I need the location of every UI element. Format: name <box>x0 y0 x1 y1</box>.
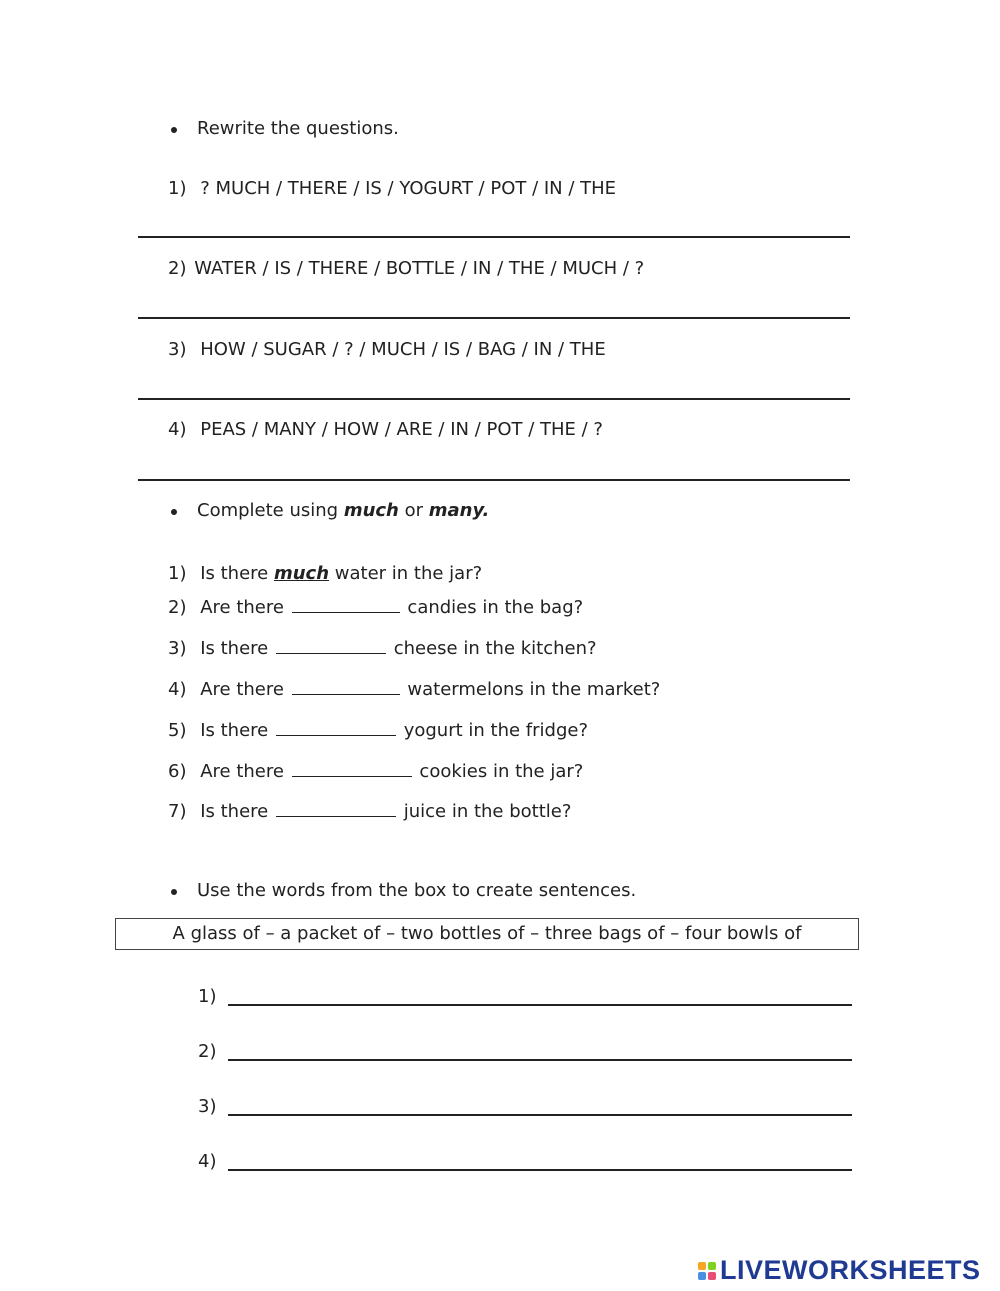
s2-item-2 <box>168 594 583 618</box>
s2-item-num: 4) <box>168 679 187 700</box>
s2-item-pre: Are there <box>200 761 284 782</box>
s1-q2 <box>168 258 644 279</box>
s1-q1-text: ? MUCH / THERE / IS / YOGURT / POT / IN / THE <box>200 178 617 199</box>
s2-item-4 <box>168 676 660 700</box>
s2-ex-answer: much <box>273 563 330 584</box>
s2-item-post: watermelons in the market? <box>407 679 661 700</box>
section3-instruction: Use the words from the box to create sentences. <box>197 880 637 901</box>
s2-item-5 <box>168 717 588 741</box>
s2-item-num: 5) <box>168 720 187 741</box>
s3-item-num: 3) <box>198 1096 217 1117</box>
s2-example <box>168 563 482 584</box>
s2-item-pre: Is there <box>200 638 269 659</box>
s2-item-6 <box>168 758 583 782</box>
s2-word-many: many. <box>428 500 490 521</box>
s2-item-pre: Is there <box>200 801 269 822</box>
blank-input[interactable] <box>276 798 396 817</box>
s2-item-num: 3) <box>168 638 187 659</box>
s3-answer-line-3[interactable] <box>228 1114 852 1116</box>
s2-item-7 <box>168 798 571 822</box>
s2-ex-post: water in the jar? <box>334 563 483 584</box>
bullet-icon <box>171 127 177 133</box>
s1-q4-num: 4) <box>168 419 187 440</box>
blank-input[interactable] <box>292 594 400 613</box>
s2-item-pre: Is there <box>200 720 269 741</box>
s2-word-much: much <box>343 500 399 521</box>
logo-square-icon <box>698 1262 706 1270</box>
s1-q4 <box>168 419 603 440</box>
s2-item-post: yogurt in the fridge? <box>403 720 589 741</box>
s2-item-pre: Are there <box>200 597 284 618</box>
answer-line-1[interactable] <box>138 236 850 238</box>
s1-q3-text: HOW / SUGAR / ? / MUCH / IS / BAG / IN / THE <box>200 339 606 360</box>
blank-input[interactable] <box>276 717 396 736</box>
s2-item-post: cookies in the jar? <box>419 761 584 782</box>
answer-line-2[interactable] <box>138 317 850 319</box>
s1-q3-num: 3) <box>168 339 187 360</box>
s3-answer-line-2[interactable] <box>228 1059 852 1061</box>
section2-instruction <box>197 500 489 521</box>
s2-item-3 <box>168 635 597 659</box>
s3-item-num: 4) <box>198 1151 217 1172</box>
s2-item-pre: Are there <box>200 679 284 700</box>
s2-item-num: 6) <box>168 761 187 782</box>
s2-item-post: candies in the bag? <box>407 597 584 618</box>
logo-square-icon <box>698 1272 706 1280</box>
answer-line-4[interactable] <box>138 479 850 481</box>
s2-ex-pre: Is there <box>200 563 269 584</box>
blank-input[interactable] <box>292 758 412 777</box>
s3-answer-line-1[interactable] <box>228 1004 852 1006</box>
s2-instr-mid: or <box>398 500 429 521</box>
s1-q4-text: PEAS / MANY / HOW / ARE / IN / POT / THE / ? <box>200 419 603 440</box>
bullet-icon <box>171 509 177 515</box>
logo-mark-icon <box>698 1262 716 1280</box>
s2-item-num: 7) <box>168 801 187 822</box>
s1-q3 <box>168 339 606 360</box>
s3-item-num: 1) <box>198 986 217 1007</box>
word-box: A glass of – a packet of – two bottles of – three bags of – four bowls of <box>115 918 859 950</box>
liveworksheets-logo <box>698 1255 981 1286</box>
section1-instruction: Rewrite the questions. <box>197 118 399 139</box>
answer-line-3[interactable] <box>138 398 850 400</box>
logo-square-icon <box>708 1262 716 1270</box>
s1-q2-text: WATER / IS / THERE / BOTTLE / IN / THE / MUCH / ? <box>194 258 645 279</box>
s2-ex-num: 1) <box>168 563 187 584</box>
logo-square-icon <box>708 1272 716 1280</box>
s3-answer-line-4[interactable] <box>228 1169 852 1171</box>
s2-instr-pre: Complete using <box>197 500 344 521</box>
s3-item-num: 2) <box>198 1041 217 1062</box>
logo-text: LIVEWORKSHEETS <box>720 1255 981 1285</box>
s1-q1-num: 1) <box>168 178 187 199</box>
s1-q1 <box>168 178 616 199</box>
s2-item-post: cheese in the kitchen? <box>393 638 597 659</box>
s1-q2-num: 2) <box>168 258 187 279</box>
blank-input[interactable] <box>276 635 386 654</box>
s2-item-post: juice in the bottle? <box>403 801 572 822</box>
bullet-icon <box>171 889 177 895</box>
s2-item-num: 2) <box>168 597 187 618</box>
blank-input[interactable] <box>292 676 400 695</box>
